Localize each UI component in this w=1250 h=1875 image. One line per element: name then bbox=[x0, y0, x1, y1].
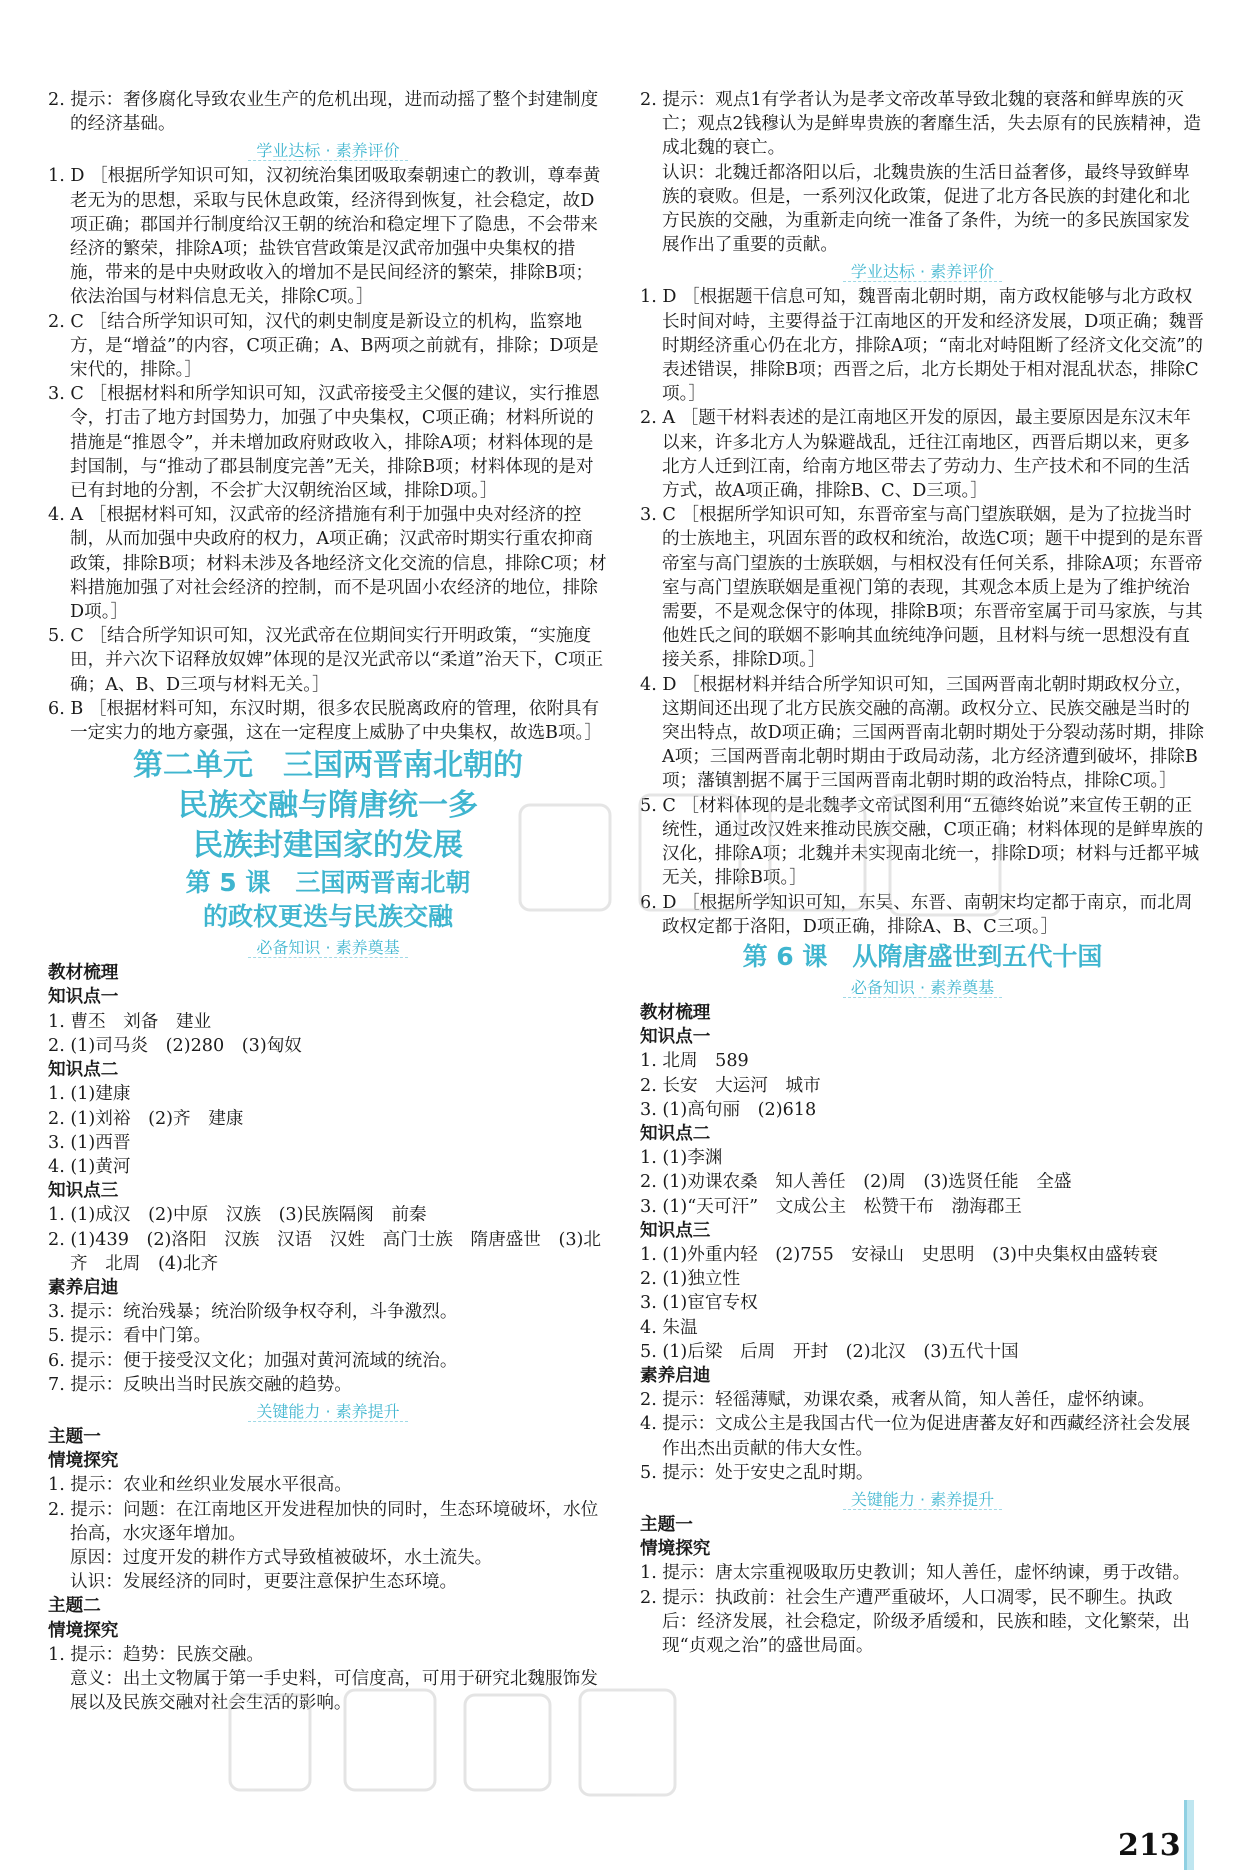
section-tag bbox=[640, 977, 1205, 999]
answer-line: 2. A ［题干材料表述的是江南地区开发的原因，最主要原因是东汉末年以来，许多北方人为躲避战乱，迁往江南地区，西晋后期以来，更多北方人迁到江南，给南方地区带去了劳动力、生产技术和不同的生活方式，故A项正确，排除B、C、D三项。］ bbox=[640, 408, 1191, 502]
section-tag bbox=[48, 140, 608, 162]
answer-line: 1. 北周 589 bbox=[640, 1051, 749, 1072]
section-heading: 知识点二 bbox=[640, 1123, 711, 1144]
answer-line: 2. 提示：执政前：社会生产遭严重破坏，人口凋零，民不聊生。执政后：经济发展，社会稳定，阶级矛盾缓和，民族和睦，文化繁荣，出现“贞观之治”的盛世局面。 bbox=[640, 1587, 1190, 1656]
answer-line: 1. (1)李渊 bbox=[640, 1148, 723, 1169]
section-tag-label: 必备知识 · 素养奠基 bbox=[843, 978, 1002, 998]
section-heading: 情境探究 bbox=[640, 1539, 711, 1560]
answer-line: 1. (1)建康 bbox=[48, 1084, 131, 1105]
answer-line: 1. (1)成汉 (2)中原 汉族 (3)民族隔阂 前秦 bbox=[48, 1205, 427, 1226]
answer-line: 4. 提示：文成公主是我国古代一位为促进唐蕃友好和西藏经济社会发展作出杰出贡献的伟大女性。 bbox=[640, 1414, 1191, 1459]
answer-line: 7. 提示：反映出当时民族交融的趋势。 bbox=[48, 1374, 352, 1395]
answer-line: 2. (1)司马炎 (2)280 (3)匈奴 bbox=[48, 1035, 302, 1056]
section-heading: 情境探究 bbox=[48, 1620, 119, 1641]
answer-line: 4. A ［根据材料可知，汉武帝的经济措施有利于加强中央对经济的控制，从而加强中央政府的权力，A项正确；汉武帝时期实行重农抑商政策，排除B项；材料未涉及各地经济文化交流的信息，排除C项；材料措施加强了对社会经济的控制，而不是巩固小农经济的地位，排除D项。］ bbox=[48, 505, 607, 623]
answer-line: 1. 曹丕 刘备 建业 bbox=[48, 1011, 212, 1032]
section-heading: 主题二 bbox=[48, 1596, 101, 1617]
answer-line: 1. D ［根据所学知识可知，汉初统治集团吸取秦朝速亡的教训，尊奉黄老无为的思想，采取与民休息政策，经济得到恢复，社会稳定，故D项正确；郡国并行制度给汉王朝的统治和稳定埋下了隐患，不会带来经济的繁荣，排除A项；盐铁官营政策是汉武帝加强中央集权的措施，带来的是中央财政收入的增加不是民间经济的繁荣，排除B项；依法治国与材料信息无关，排除C项。］ bbox=[48, 166, 601, 308]
answer-line: 3. C ［根据材料和所学知识可知，汉武帝接受主父偃的建议，实行推恩令，打击了地方封国势力，加强了中央集权，C项正确；材料所说的措施是“推恩令”，并未增加政府财政收入，排除A项；材料体现的是封国制，与“推动了郡县制度完善”无关，排除B项；材料体现的是对已有封地的分割，不会扩大汉朝统治区域，排除D项。］ bbox=[48, 384, 600, 502]
answer-line: 1. (1)外重内轻 (2)755 安禄山 史思明 (3)中央集权由盛转衰 bbox=[640, 1244, 1158, 1265]
section-heading: 素养启迪 bbox=[640, 1365, 711, 1386]
answer-line: 5. C ［结合所学知识可知，汉光武帝在位期间实行开明政策，“实施度田，并六次下诏释放奴婢”体现的是汉光武帝以“柔道”治天下，C项正确；A、B、D三项与材料无关。］ bbox=[48, 626, 604, 695]
answer-line: 6. B ［根据材料可知，东汉时期，很多农民脱离政府的管理，依附具有一定实力的地方豪强，这在一定程度上威胁了中央集权，故选B项。］ bbox=[48, 698, 602, 744]
section-tag-label: 必备知识 · 素养奠基 bbox=[248, 938, 407, 958]
section-heading: 知识点三 bbox=[640, 1220, 711, 1241]
answer-line: 2. 提示：轻徭薄赋，劝课农桑，戒奢从简，知人善任，虚怀纳谏。 bbox=[640, 1390, 1156, 1411]
answer-line: 2. (1)439 (2)洛阳 汉族 汉语 汉姓 高门士族 隋唐盛世 (3)北齐 北周 (4)北齐 bbox=[48, 1229, 601, 1274]
answer-line: 6. D ［根据所学知识可知，东吴、东晋、南朝宋均定都于南京，而北周政权定都于洛阳，D项正确，排除A、B、C三项。］ bbox=[640, 892, 1193, 937]
lesson-title: 的政权更迭与民族交融 bbox=[202, 902, 453, 932]
section-tag-label: 学业达标 · 素养评价 bbox=[843, 262, 1002, 282]
answer-line: 认识：发展经济的同时，更要注意保护生态环境。 bbox=[70, 1572, 458, 1593]
answer-line: 意义：出土文物属于第一手史料，可信度高，可用于研究北魏服饰发展以及民族交融对社会生活的影响。 bbox=[70, 1668, 598, 1714]
section-heading: 主题一 bbox=[48, 1426, 101, 1447]
answer-line: 3. 提示：统治残暴；统治阶级争权夺利，斗争激烈。 bbox=[48, 1302, 458, 1323]
section-tag bbox=[640, 261, 1205, 283]
section-tag bbox=[640, 1489, 1205, 1511]
answer-line: 3. (1)高句丽 (2)618 bbox=[640, 1099, 817, 1120]
left-column bbox=[48, 88, 608, 1715]
section-heading: 教材梳理 bbox=[48, 963, 119, 984]
answer-line: 3. C ［根据所学知识可知，东晋帝室与高门望族联姻，是为了拉拢当时的士族地主，巩固东晋的政权和统治，故选C项；题干中提到的是东晋帝室与高门望族的士族联姻，与相权没有任何关系，排除A项；东晋帝室与高门望族联姻是重视门第的表现，其观念本质上是为了维护统治需要，不是观念保守的体现，排除B项；东晋帝室属于司马家族，与其他姓氏之间的联姻不影响其血统纯净问题，且材料与统一思想没有直接关系，排除D项。］ bbox=[640, 505, 1204, 671]
answer-line: 原因：过度开发的耕作方式导致植被破坏，水土流失。 bbox=[70, 1547, 493, 1568]
section-heading: 知识点二 bbox=[48, 1060, 119, 1081]
answer-line: 1. 提示：农业和丝织业发展水平很高。 bbox=[48, 1475, 352, 1496]
answer-line: 2. C ［结合所学知识可知，汉代的刺史制度是新设立的机构，监察地方，是“增益”的内容，C项正确；A、B两项之前就有，排除；D项是宋代的，排除。］ bbox=[48, 311, 599, 381]
answer-line: 5. 提示：看中门第。 bbox=[48, 1326, 212, 1347]
answer-line: 2. (1)劝课农桑 知人善任 (2)周 (3)选贤任能 全盛 bbox=[640, 1172, 1072, 1193]
answer-line: 2. 提示：奢侈腐化导致农业生产的危机出现，进而动摇了整个封建制度的经济基础。 bbox=[48, 90, 599, 135]
answer-line: 2. (1)独立性 bbox=[640, 1269, 741, 1290]
answer-line: 认识：北魏迁都洛阳以后，北魏贵族的生活日益奢侈，最终导致鲜卑族的衰败。但是，一系列汉化政策，促进了北方各民族的封建化和北方民族的交融，为重新走向统一准备了条件，为统一的多民族国家发展作出了重要的贡献。 bbox=[662, 162, 1190, 256]
answer-line: 1. 提示：唐太宗重视吸取历史教训；知人善任，虚怀纳谏，勇于改错。 bbox=[640, 1563, 1191, 1584]
answer-line: 3. (1)西晋 bbox=[48, 1132, 131, 1153]
section-heading: 知识点三 bbox=[48, 1181, 119, 1202]
answer-line: 1. D ［根据题干信息可知，魏晋南北朝时期，南方政权能够与北方政权长时间对峙，主要得益于江南地区的开发和经济发展，D项正确；魏晋时期经济重心仍在北方，排除A项；“南北对峙阻断了经济文化交流”的表述错误，排除B项；西晋之后，北方长期处于相对混乱状态，排除C项。］ bbox=[640, 287, 1204, 405]
lesson-title: 第 5 课 三国两晋南北朝 bbox=[185, 868, 471, 898]
section-heading: 素养启迪 bbox=[48, 1277, 119, 1298]
section-heading: 主题一 bbox=[640, 1514, 693, 1535]
section-tag-label: 关键能力 · 素养提升 bbox=[248, 1402, 407, 1422]
section-tag bbox=[48, 937, 608, 959]
unit-title: 第二单元 三国两晋南北朝的 bbox=[133, 748, 523, 784]
answer-line: 1. 提示：趋势：民族交融。 bbox=[48, 1644, 264, 1665]
right-column bbox=[640, 88, 1205, 1658]
answer-line: 3. (1)宦官专权 bbox=[640, 1293, 758, 1314]
section-tag-label: 学业达标 · 素养评价 bbox=[248, 141, 407, 161]
section-heading: 知识点一 bbox=[640, 1027, 711, 1048]
answer-line: 4. D ［根据材料并结合所学知识可知，三国两晋南北朝时期政权分立，这期间还出现了北方民族交融的高潮。政权分立、民族交融是当时的突出特点，故D项正确；三国两晋南北朝时期处于分裂动荡时期，排除A项；三国两晋南北朝时期由于政局动荡，北方经济遭到破坏，排除B项；藩镇割据不属于三国两晋南北朝时期的政治特点，排除C项。］ bbox=[640, 674, 1204, 792]
answer-line: 2. (1)刘裕 (2)齐 建康 bbox=[48, 1108, 244, 1129]
page-number: 213 bbox=[1118, 1828, 1181, 1863]
answer-line: 3. (1)“天可汗” 文成公主 松赞干布 渤海郡王 bbox=[640, 1196, 1022, 1217]
unit-title: 民族交融与隋唐统一多 bbox=[178, 788, 478, 824]
answer-line: 5. (1)后梁 后周 开封 (2)北汉 (3)五代十国 bbox=[640, 1341, 1019, 1362]
section-tag-label: 关键能力 · 素养提升 bbox=[843, 1490, 1002, 1510]
section-heading: 情境探究 bbox=[48, 1451, 119, 1472]
answer-line: 4. (1)黄河 bbox=[48, 1156, 131, 1177]
unit-title: 民族封建国家的发展 bbox=[193, 828, 463, 864]
answer-line: 6. 提示：便于接受汉文化；加强对黄河流域的统治。 bbox=[48, 1350, 458, 1371]
answer-line: 2. 提示：问题：在江南地区开发进程加快的同时，生态环境破坏，水位抬高，水灾逐年增加。 bbox=[48, 1499, 599, 1544]
answer-line: 4. 朱温 bbox=[640, 1317, 698, 1338]
page-edge-bar-dark bbox=[1184, 1800, 1187, 1870]
answer-line: 2. 提示：观点1有学者认为是孝文帝改革导致北魏的衰落和鲜卑族的灭亡；观点2钱穆认为是鲜卑贵族的奢靡生活，失去原有的民族精神，造成北魏的衰亡。 bbox=[640, 90, 1202, 159]
answer-line: 5. 提示：处于安史之乱时期。 bbox=[640, 1462, 874, 1483]
section-heading: 教材梳理 bbox=[640, 1002, 711, 1023]
section-heading: 知识点一 bbox=[48, 987, 119, 1008]
answer-line: 2. 长安 大运河 城市 bbox=[640, 1075, 821, 1096]
section-tag bbox=[48, 1401, 608, 1423]
lesson-title: 第 6 课 从隋唐盛世到五代十国 bbox=[742, 941, 1103, 971]
answer-line: 5. C ［材料体现的是北魏孝文帝试图利用“五德终始说”来宣传王朝的正统性，通过改汉姓来推动民族交融，C项正确；材料体现的是鲜卑族的汉化，排除A项；北魏并未实现南北统一，排除D项；材料与迁都平城无关，排除B项。］ bbox=[640, 795, 1204, 889]
